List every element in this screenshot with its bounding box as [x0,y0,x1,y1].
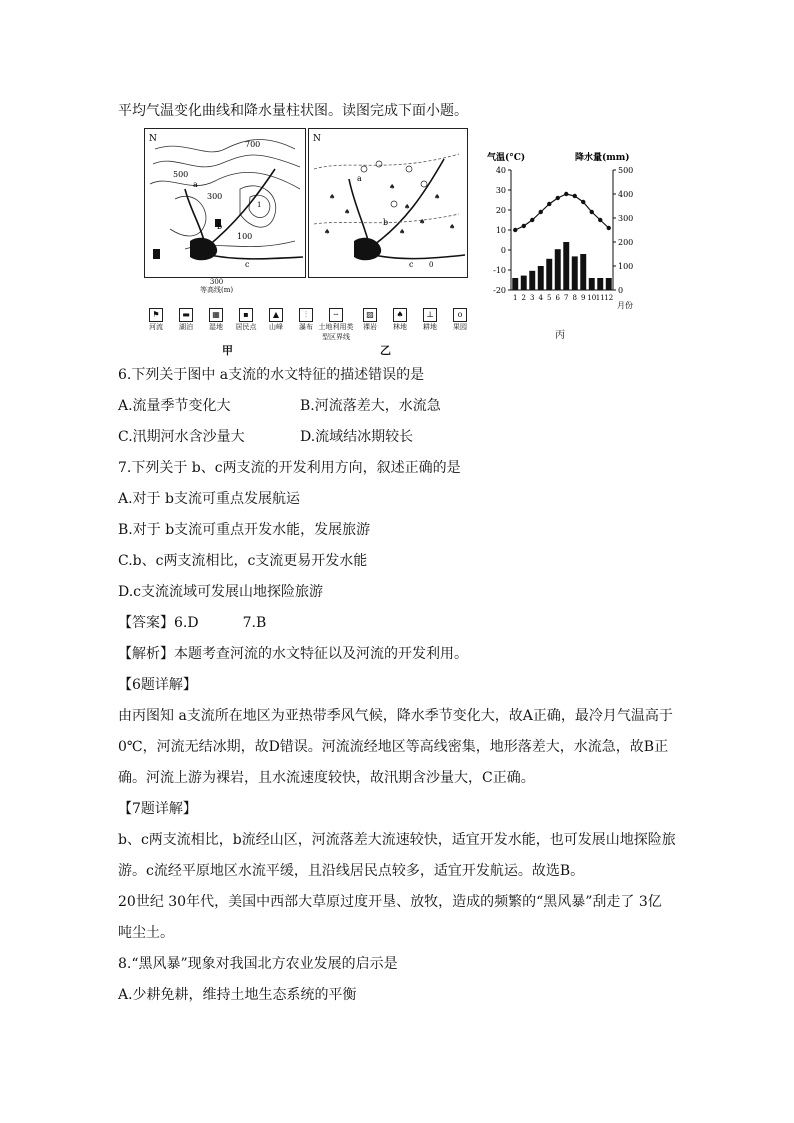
precip-bar [580,254,586,290]
legend-item-settlement: ▪ 居民点 [235,310,257,331]
precip-bar [572,256,578,290]
legend-item-peak: ▲ 山峰 [269,310,283,331]
contour-label-300: 300 [207,192,223,201]
north-arrow: N [149,134,157,144]
river-label-b: b [217,222,223,231]
figure-group [140,128,660,358]
settlement-marker [153,249,160,259]
answer-line [118,614,266,632]
forest-symbols [324,183,455,236]
temp-tick-label: 0 [500,246,506,255]
temperature-point [573,194,577,198]
svg-text:♠: ♠ [419,218,426,226]
river-label-c: c [409,260,414,269]
legend-item-orchard: ᴏ 果园 [453,310,467,331]
legend-item-landuse: ╌ 土地利用类型区界线 [318,310,354,341]
svg-text:♠: ♠ [329,193,336,201]
contour-label-700: 700 [245,140,261,149]
q7-option-b: B.对于 b支流可重点开发水能，发展旅游 [118,522,371,538]
river-label-a: a [193,180,198,189]
figure-label-jia: 甲 [222,344,233,357]
precip-tick-label: 400 [618,190,634,199]
temp-tick-label: -10 [493,266,506,275]
lake-shape [354,238,381,261]
precip-bar [546,259,552,290]
north-arrow: N [313,134,321,144]
month-tick-label: 8 [572,294,577,302]
precip-bar [512,278,518,290]
bare-rock-icon: ▨ [363,308,377,322]
flag-icon: ⚑ [149,308,163,322]
temperature-point [513,228,517,232]
legend-item-waterfall: ⫶ 瀑布 [299,310,313,331]
map-yi [308,128,468,278]
passage-line-2: 吨尘土。 [118,925,174,941]
climate-chart-svg [485,148,655,338]
detail6-line-2: 0℃，河流无结冰期，故D错误。河流流经地区等高线密集，地形落差大，水流急，故B正 [118,739,669,755]
peak-icon: ▲ [269,308,283,322]
month-tick-label: 10 [587,294,597,302]
precip-bar [538,266,544,290]
temperature-point [590,210,594,214]
landuse-boundary-icon: ╌ [329,308,343,322]
temp-tick-label: -20 [493,286,506,295]
temp-axis-title: 气温(°C) [487,153,526,163]
river-label-a: a [357,174,362,183]
river-label-b: b [383,218,389,227]
temperature-point [598,218,602,222]
q7-option-c: C.b、c两支流相比，c支流更易开发水能 [118,553,368,569]
passage-line-1: 20世纪 30年代，美国中西部大草原过度开垦、放牧，造成的频繁的“黑风暴”刮走了 3亿 [118,894,662,910]
q6-option-a: A.流量季节变化大 [118,398,231,414]
contour-lines [150,140,300,249]
legend-item-bare-rock: ▨ 裸岩 [363,310,377,331]
precip-bar [589,278,595,290]
svg-text:♠: ♠ [324,228,331,236]
map-legend [144,308,474,341]
svg-text:♠: ♠ [404,203,411,211]
legend-item-forest: ♠ 林地 [393,310,407,331]
x-axis-title: 月份 [617,301,633,310]
month-tick-label: 12 [604,294,614,302]
precip-axis-title: 降水量(mm) [575,153,630,163]
intro-text: 平均气温变化曲线和降水量柱状图。读图完成下面小题。 [118,103,468,119]
detail7-line-2: 游。c流经平原地区水流平缓，且沿线居民点较多，适宜开发航运。故选B。 [118,863,585,879]
temperature-point [547,202,551,206]
answer-label: 【答案】6.D [118,615,199,631]
figure-label-bing: 丙 [555,330,565,341]
month-tick-label: 7 [564,294,569,302]
month-tick-label: 9 [581,294,586,302]
detail6-line-3: 确。河流上游为裸岩，且水流速度较快，故汛期含沙量大，C正确。 [118,770,535,786]
svg-text:♠: ♠ [449,223,456,231]
month-tick-label: 1 [513,294,518,302]
waterfall-icon: ⫶ [299,308,313,322]
q6-option-b: B.河流落差大，水流急 [300,398,441,414]
temperature-point [564,192,568,196]
precip-tick-label: 200 [618,238,634,247]
precip-tick-label: 100 [618,262,634,271]
temp-tick-label: 10 [495,226,506,235]
temperature-point [530,218,534,222]
detail6-line-1: 由丙图知 a支流所在地区为亚热带季风气候，降水季节变化大，故A正确，最冷月气温高于 [118,708,673,724]
q8-stem: 8.“黑风暴”现象对我国北方农业发展的启示是 [118,956,398,972]
lake-icon: ▬ [179,308,193,322]
climate-chart [485,148,655,341]
map-jia [144,128,306,278]
zero-label: 0 [429,261,434,269]
scale-caption: 等高线(m) [200,286,234,294]
legend-item-river: ⚑ 河流 [149,310,163,331]
temperature-point [522,224,526,228]
figure-label-yi: 乙 [380,344,391,357]
precip-bar [597,278,603,290]
q7-stem: 7.下列关于 b、c两支流的开发利用方向，叙述正确的是 [118,460,461,476]
detail6-heading: 【6题详解】 [118,677,197,693]
scale-bar [200,278,233,294]
legend-item-farmland: ⊥ 耕地 [423,310,437,331]
month-tick-label: 11 [595,294,605,302]
svg-text:♠: ♠ [399,228,406,236]
wetland-icon: ▦ [209,308,223,322]
detail7-heading: 【7题详解】 [118,801,197,817]
precip-tick-label: 500 [618,166,634,175]
month-tick-label: 6 [555,294,560,302]
q8-option-a: A.少耕免耕，维持土地生态系统的平衡 [118,987,357,1003]
scale-value: 300 [209,278,224,286]
detail7-line-1: b、c两支流相比，b流经山区，河流落差大流速较快，适宜开发水能，也可发展山地探险旅 [118,832,676,848]
precip-bar [563,242,569,290]
orchard-icon: ᴏ [453,308,467,322]
q7-option-d: D.c支流流域可发展山地探险旅游 [118,584,324,600]
month-tick-label: 4 [538,294,543,302]
forest-icon: ♠ [393,308,407,322]
month-tick-label: 3 [530,294,535,302]
temperature-line [515,194,609,230]
month-tick-label: 2 [521,294,526,302]
temperature-point [581,200,585,204]
precip-bar [529,271,535,290]
q7-option-a: A.对于 b支流可重点发展航运 [118,491,300,507]
month-tick-label: 5 [547,294,552,302]
landuse-boundary [314,154,459,224]
contour-label-1: 1 [257,201,262,209]
contour-label-100: 100 [237,232,253,241]
precip-bar [555,249,561,290]
river-label-c: c [245,260,250,269]
svg-text:♠: ♠ [434,193,441,201]
q6-option-c: C.汛期河水含沙量大 [118,429,245,445]
settlement-icon: ▪ [239,308,253,322]
answer-second: 7.B [242,615,267,631]
svg-text:♠: ♠ [344,208,351,216]
contour-label-500: 500 [173,170,189,179]
legend-item-lake: ▬ 湖泊 [179,310,193,331]
temperature-point [607,226,611,230]
temperature-point [556,196,560,200]
temp-tick-label: 20 [495,206,506,215]
q6-option-d: D.流域结冰期较长 [300,429,414,445]
legend-item-wetland: ▦ 湿地 [209,310,223,331]
farmland-icon: ⊥ [423,308,437,322]
temperature-point [539,210,543,214]
analysis-text: 【解析】本题考查河流的水文特征以及河流的开发利用。 [118,646,468,662]
precip-bar [521,276,527,290]
temp-tick-label: 40 [495,166,506,175]
svg-text:♠: ♠ [389,183,396,191]
temp-tick-label: 30 [495,186,506,195]
precip-bar [606,278,612,290]
precip-tick-label: 300 [618,214,634,223]
q6-stem: 6.下列关于图中 a支流的水文特征的描述错误的是 [118,367,425,383]
precip-tick-label: 0 [618,286,624,295]
